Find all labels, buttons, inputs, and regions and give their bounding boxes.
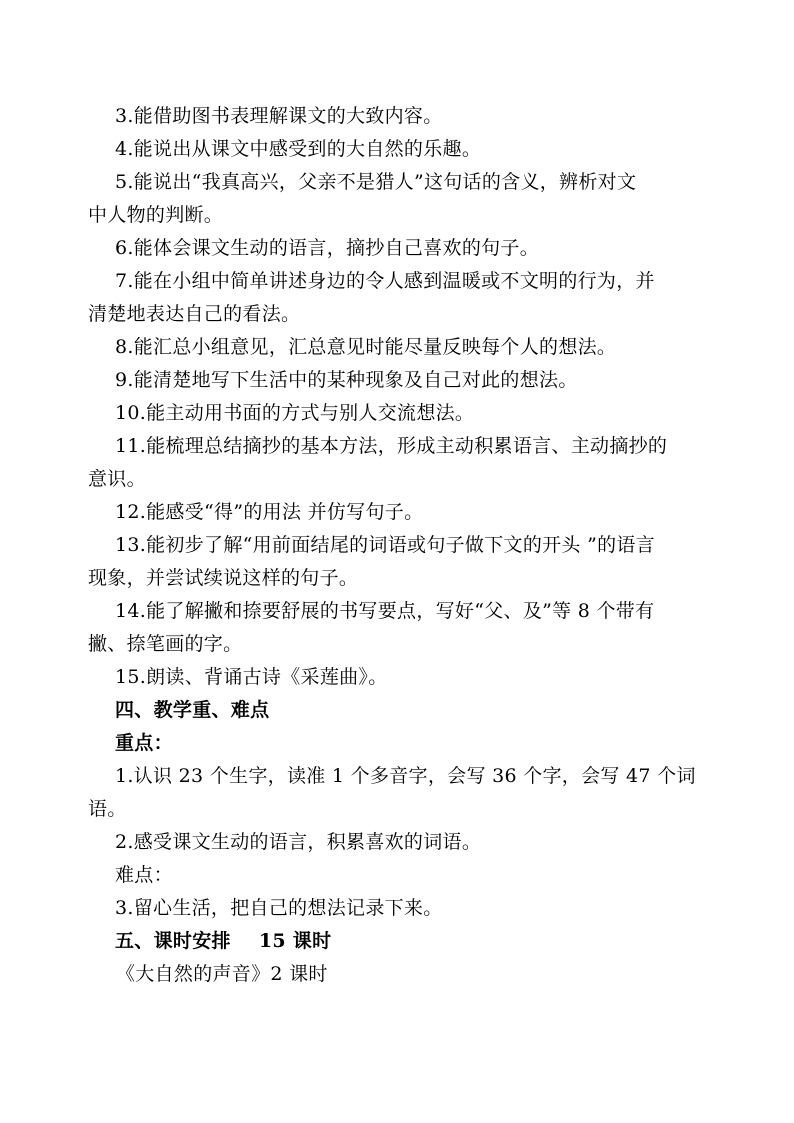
objective-9: 9.能清楚地写下生活中的某种现象及自己对此的想法。 [115, 369, 578, 391]
objective-15: 15.朗读、背诵古诗《采莲曲》。 [115, 666, 388, 688]
objective-5-continued: 中人物的判断。 [88, 204, 224, 226]
document-content [88, 100, 720, 991]
objective-3: 3.能借助图书表理解课文的大致内容。 [115, 105, 443, 127]
objective-14-continued: 撇、捺笔画的字。 [88, 633, 243, 655]
section-5-heading-line [88, 925, 720, 958]
key-point-1-continued: 语。 [88, 798, 127, 820]
section-5-hours: 15 课时 [258, 930, 332, 952]
objective-8: 8.能汇总小组意见，汇总意见时能尽量反映每个人的想法。 [115, 336, 617, 358]
objective-13-continued: 现象，并尝试续说这样的句子。 [88, 567, 359, 589]
section-5-heading: 五、课时安排 [115, 930, 231, 952]
objective-13: 13.能初步了解“用前面结尾的词语或句子做下文的开头 ”的语言 [115, 534, 655, 556]
objective-7-continued: 清楚地表达自己的看法。 [88, 303, 301, 325]
key-point-1: 1.认识 23 个生字，读准 1 个多音字，会写 36 个字，会写 47 个词 [115, 765, 696, 787]
objective-7: 7.能在小组中简单讲述身边的令人感到温暖或不文明的行为，并 [115, 270, 655, 292]
difficulty-point-3: 3.留心生活，把自己的想法记录下来。 [115, 897, 443, 919]
key-points-label: 重点： [115, 732, 173, 754]
objective-5: 5.能说出“我真高兴，父亲不是猎人”这句话的含义，辨析对文 [115, 171, 637, 193]
objective-12: 12.能感受“得”的用法 并仿写句子。 [115, 501, 424, 523]
objective-4: 4.能说出从课文中感受到的大自然的乐趣。 [115, 138, 482, 160]
objective-11-continued: 意识。 [88, 468, 146, 490]
objective-10: 10.能主动用书面的方式与别人交流想法。 [115, 402, 475, 424]
objective-14: 14.能了解撇和捺要舒展的书写要点，写好“父、及”等 8 个带有 [115, 600, 655, 622]
difficulty-label: 难点： [115, 864, 173, 886]
objective-6: 6.能体会课文生动的语言，摘抄自己喜欢的句子。 [115, 237, 540, 259]
section-4-heading: 四、教学重、难点 [115, 699, 270, 721]
schedule-item-1: 《大自然的声音》2 课时 [116, 963, 328, 985]
key-point-2: 2.感受课文生动的语言，积累喜欢的词语。 [115, 831, 482, 853]
objective-11: 11.能梳理总结摘抄的基本方法，形成主动积累语言、主动摘抄的 [115, 435, 668, 457]
